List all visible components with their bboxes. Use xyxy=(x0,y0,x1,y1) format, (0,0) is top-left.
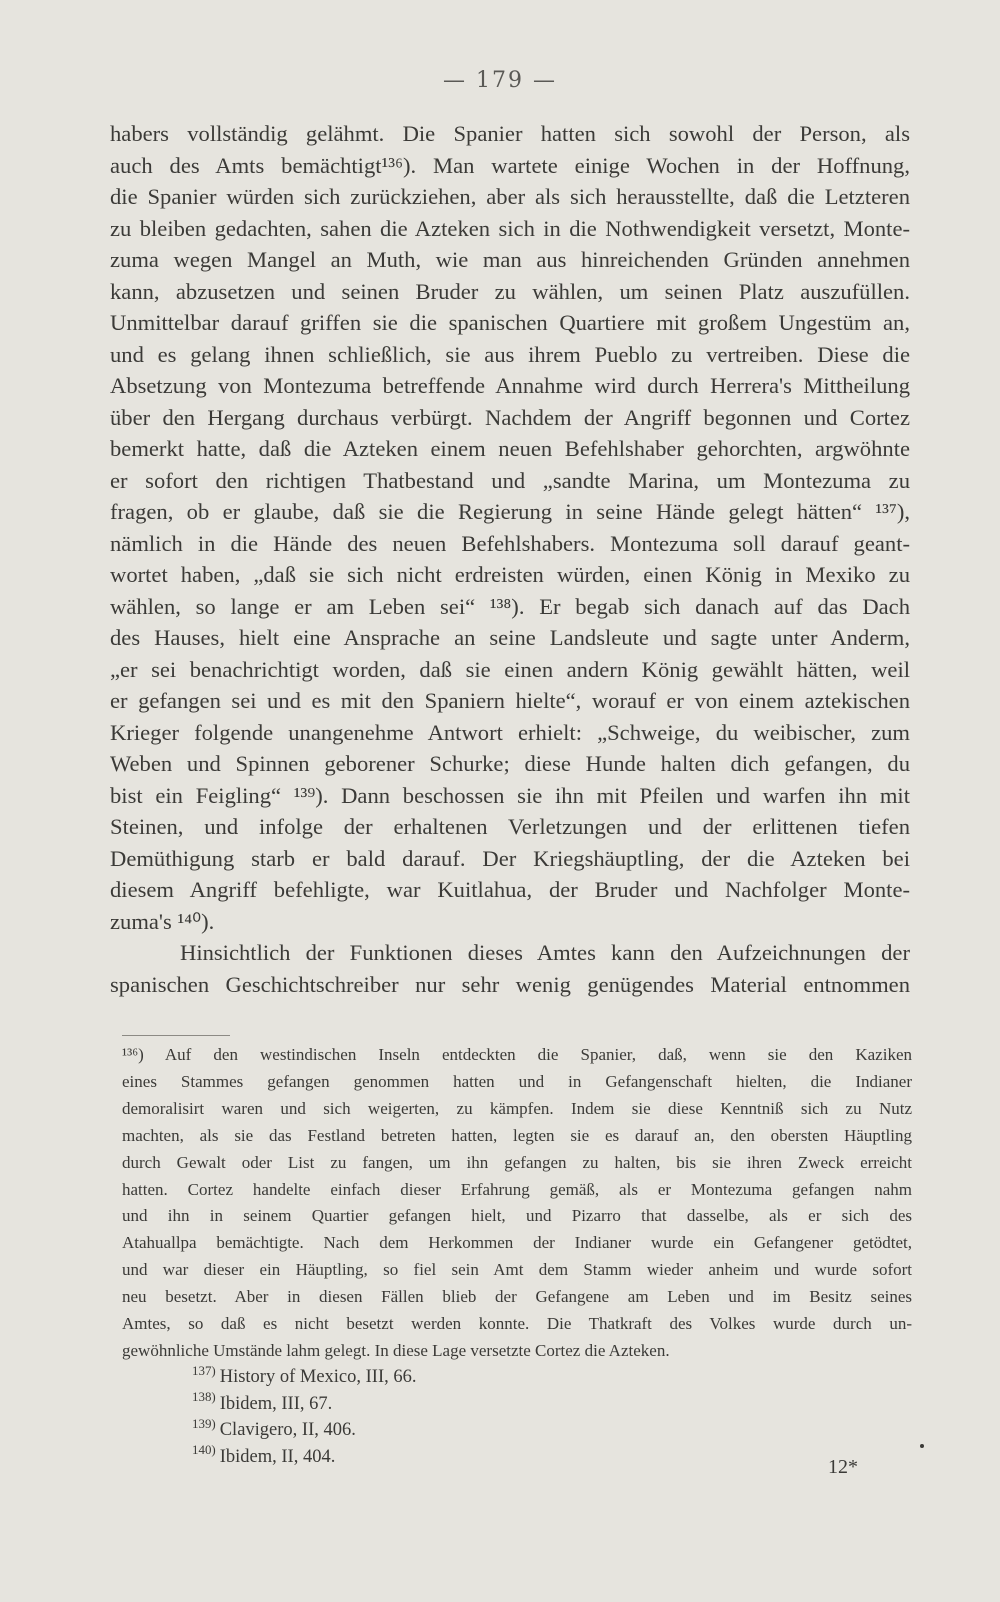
body-line: Unmittelbar darauf griffen sie die spanischen Quartiere mit großem Ungestüm an, xyxy=(110,310,910,335)
body-line: und es gelang ihnen schließlich, sie aus ihrem Pueblo zu vertreiben. Diese die xyxy=(110,341,910,367)
body-line: er gefangen sei und es mit den Spaniern hielte“, worauf er von einem aztekischen xyxy=(110,688,910,713)
body-text xyxy=(110,118,910,1000)
body-line: habers vollständig gelähmt. Die Spanier hatten sich sowohl der Person, als xyxy=(110,121,910,146)
signature-mark: 12* xyxy=(828,1456,858,1478)
footnote-references xyxy=(192,1364,792,1470)
footnote-line: demoralisirt waren und sich weigerten, zu kämpfen. Indem sie diese Kenntniß sich zu Nutz xyxy=(122,1098,912,1118)
body-line: auch des Amts bemächtigt¹³⁶). Man wartete einige Wochen in der Hoffnung, xyxy=(110,152,910,178)
body-line: Demüthigung starb er bald darauf. Der Kriegshäuptling, der die Azteken bei xyxy=(110,845,910,871)
footnote-line: eines Stammes gefangen genommen hatten und in Gefangenschaft hielten, die Indianer xyxy=(122,1071,912,1091)
footnote-136 xyxy=(122,1042,912,1365)
body-line: bist ein Feigling“ ¹³⁹). Dann beschossen sie ihn mit Pfeilen und warfen ihn mit xyxy=(110,782,910,808)
body-line: fragen, ob er glaube, daß sie die Regierung in seine Hände gelegt hätten“ ¹³⁷), xyxy=(110,499,910,524)
footnote-line: Atahuallpa bemächtigte. Nach dem Herkommen der Indianer wurde ein Gefangener getödtet, xyxy=(122,1233,912,1253)
footnote-line: hatten. Cortez handelte einfach dieser Erfahrung gemäß, als er Montezuma gefangen nahm xyxy=(122,1179,912,1199)
reference-139 xyxy=(192,1417,792,1444)
body-line: nämlich in die Hände des neuen Befehlshabers. Montezuma soll darauf geant- xyxy=(110,530,910,556)
reference-text: Ibidem, II, 404. xyxy=(219,1446,336,1467)
reference-137 xyxy=(192,1364,792,1391)
body-line: Hinsichtlich der Funktionen dieses Amtes kann den Aufzeichnungen der xyxy=(180,940,910,965)
body-line: er sofort den richtigen Thatbestand und „sandte Marina, um Montezuma zu xyxy=(110,467,910,493)
body-line: zuma's ¹⁴⁰). xyxy=(110,908,215,934)
body-line: zu bleiben gedachten, sahen die Azteken sich in die Nothwendigkeit versetzt, Monte- xyxy=(110,215,910,241)
reference-text: Clavigero, II, 406. xyxy=(219,1420,356,1440)
body-line: zuma wegen Mangel an Muth, wie man aus hinreichenden Gründen annehmen xyxy=(110,247,910,272)
footnote-line: gewöhnliche Umstände lahm gelegt. In diese Lage versetzte Cortez die Azteken. xyxy=(122,1340,670,1360)
footnote-line: neu besetzt. Aber in diesen Fällen blieb der Gefangene am Leben und im Besitz seines xyxy=(122,1287,912,1307)
body-line: wortet haben, „daß sie sich nicht erdreisten würden, einen König in Mexiko zu xyxy=(110,562,910,587)
ink-dot xyxy=(920,1444,924,1448)
body-line: diesem Angriff befehligte, war Kuitlahua, der Bruder und Nachfolger Monte- xyxy=(110,877,910,902)
reference-text: Ibidem, III, 67. xyxy=(219,1393,333,1414)
footnote-line: machten, als sie das Festland betreten hatten, legten sie es darauf an, den obersten Häuptling xyxy=(122,1125,912,1145)
body-line: bemerkt hatte, daß die Azteken einem neuen Befehlshaber gehorchten, argwöhnte xyxy=(110,436,910,461)
reference-140 xyxy=(192,1444,792,1471)
body-line: Krieger folgende unangenehme Antwort erhielt: „Schweige, du weibischer, zum xyxy=(110,719,910,745)
body-line: Weben und Spinnen geborener Schurke; diese Hunde halten dich gefangen, du xyxy=(110,751,910,776)
reference-text: History of Mexico, III, 66. xyxy=(219,1367,417,1387)
body-line: Steinen, und infolge der erhaltenen Verletzungen und der erlittenen tiefen xyxy=(110,814,910,839)
body-line: des Hauses, hielt eine Ansprache an seine Landsleute und sagte unter Anderm, xyxy=(110,625,910,650)
footnote-line: Amtes, so daß es nicht besetzt werden konnte. Die Thatkraft des Volkes wurde durch un- xyxy=(122,1314,912,1334)
body-line: „er sei benachrichtigt worden, daß sie einen andern König gewählt hätten, weil xyxy=(110,656,910,682)
reference-number: 138) xyxy=(192,1389,216,1405)
reference-number: 140) xyxy=(192,1442,216,1458)
reference-138 xyxy=(192,1391,792,1418)
footnote-divider xyxy=(122,1035,230,1036)
body-line: wählen, so lange er am Leben sei“ ¹³⁸). Er begab sich danach auf das Dach xyxy=(110,593,910,619)
body-line: spanischen Geschichtschreiber nur sehr wenig genügendes Material entnommen xyxy=(110,971,910,997)
footnote-line: ¹³⁶) Auf den westindischen Inseln entdeckten die Spanier, daß, wenn sie den Kaziken xyxy=(122,1045,912,1064)
body-line: kann, abzusetzen und seinen Bruder zu wählen, um seinen Platz auszufüllen. xyxy=(110,278,910,304)
footnote-line: und war dieser ein Häuptling, so fiel sein Amt dem Stamm wieder anheim und wurde sofort xyxy=(122,1260,912,1280)
reference-number: 137) xyxy=(192,1362,216,1378)
reference-number: 139) xyxy=(192,1415,216,1431)
body-line: über den Hergang durchaus verbürgt. Nachdem der Angriff begonnen und Cortez xyxy=(110,404,910,430)
page-number: — 179 — xyxy=(443,68,557,93)
footnote-line: und ihn in seinem Quartier gefangen hielt, und Pizarro that dasselbe, als er sich des xyxy=(122,1206,912,1226)
footnote-line: durch Gewalt oder List zu fangen, um ihn gefangen zu halten, bis sie ihren Zweck erreicht xyxy=(122,1152,912,1172)
body-line: die Spanier würden sich zurückziehen, aber als sich herausstellte, daß die Letzteren xyxy=(110,184,910,209)
body-line: Absetzung von Montezuma betreffende Annahme wird durch Herrera's Mittheilung xyxy=(110,373,910,398)
